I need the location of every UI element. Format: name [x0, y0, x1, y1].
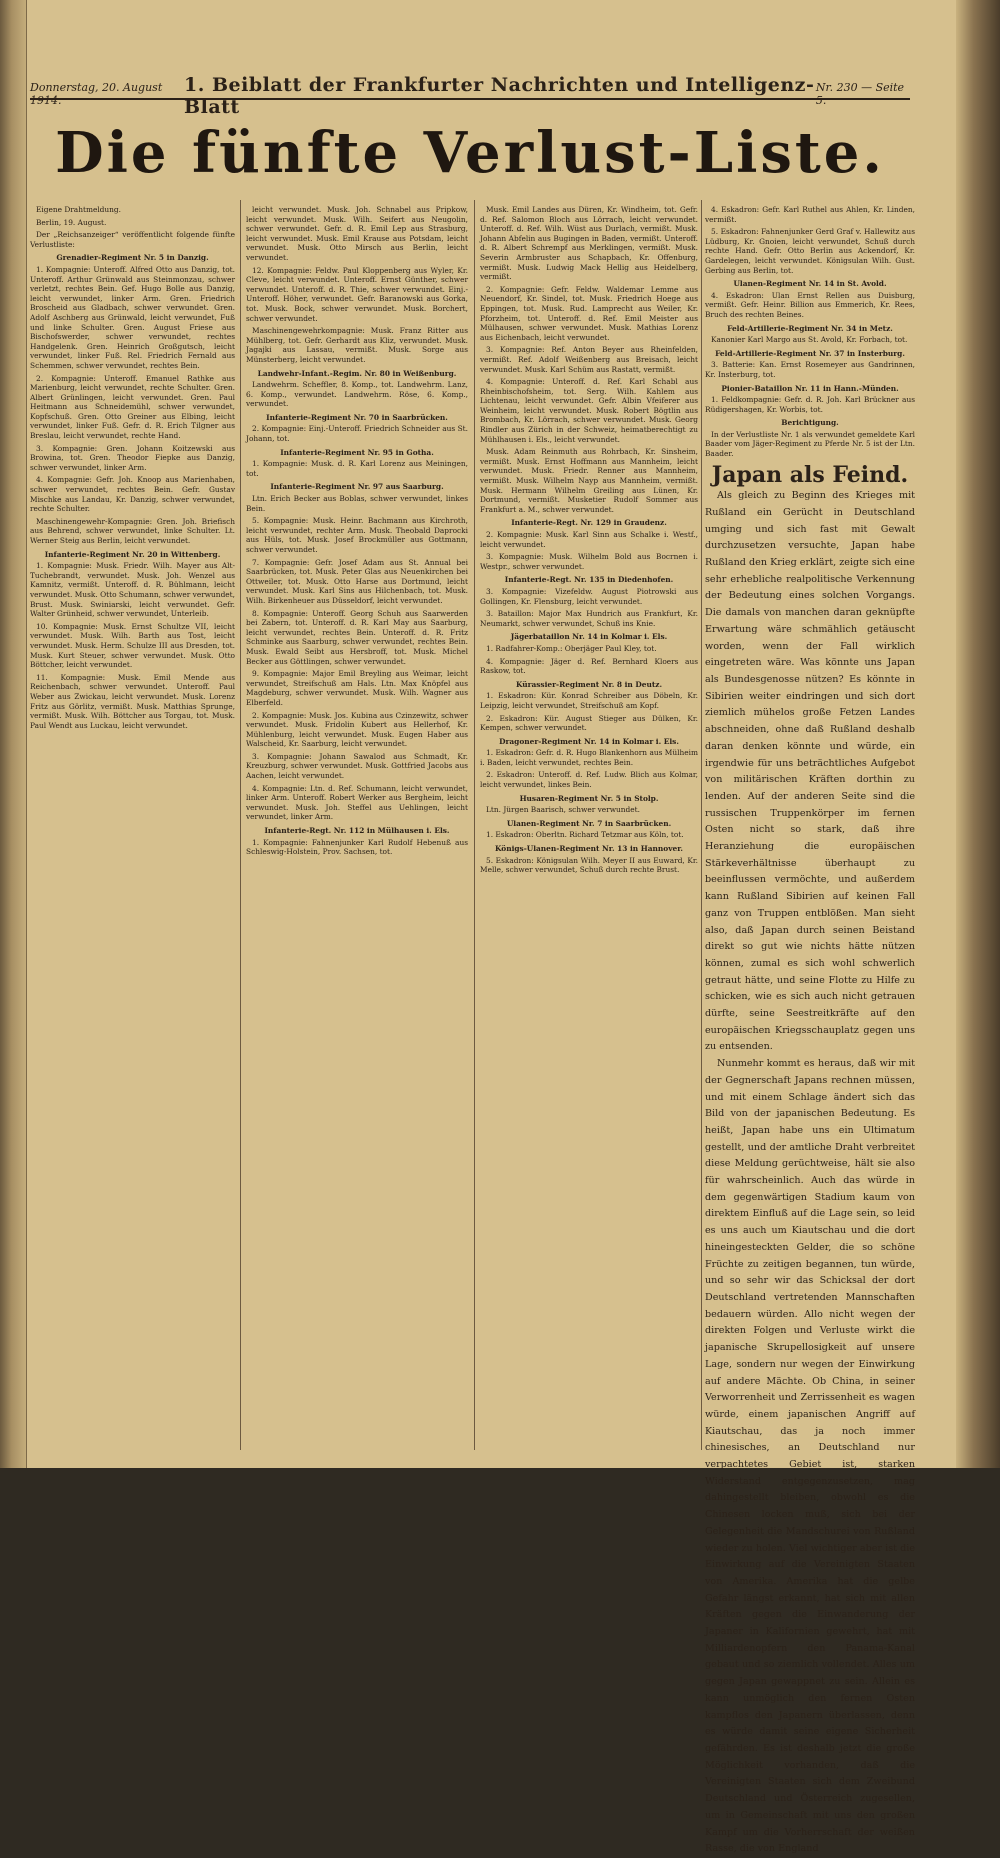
- casualty-entry: Musk. Emil Landes aus Düren, Kr. Windheim, tot. Gefr. d. Ref. Salomon Bloch aus Lörrach, leicht verwundet. Unteroff. d. Ref. Wilh. Wüst aus Durlach, vermißt. Musk. Johann Abfelin aus Bugingen in Baden, vermißt. Unteroff. d. R. Albert Schrempf aus Merklingen, vermißt. Musk. Severin Armbruster aus Schapbach, Kr. Offenburg, vermißt. Musk. Ludwig Mack Hellig aus Heidelberg, vermißt.: [480, 205, 698, 282]
- casualty-entry: Kanonier Karl Margo aus St. Avold, Kr. Forbach, tot.: [711, 335, 908, 345]
- unit-heading: Grenadier-Regiment Nr. 5 in Danzig.: [56, 253, 209, 263]
- casualty-entry: 4. Eskadron: Gefr. Karl Ruthel aus Ahlen, Kr. Linden, vermißt.: [705, 205, 915, 224]
- casualty-entry: 2. Kompagnie: Musk. Jos. Kubina aus Czinzewitz, schwer verwundet. Musk. Fridolin Kubert aus Hellerhof, Kr. Mühlenburg, leicht verwundet. Musk. Eugen Haber aus Walscheid, Kr. Saarburg, leicht verwundet.: [246, 710, 468, 749]
- unit-heading: Infanterie-Regt. Nr. 112 in Mülhausen i. Els.: [264, 826, 450, 836]
- casualty-entry: 4. Eskadron: Ulan Ernst Rellen aus Duisburg, vermißt. Gefr. Heinr. Billion aus Emmerich, Kr. Rees, Bruch des rechten Beines.: [705, 290, 915, 319]
- casualty-entry: Berlin, 19. August.: [36, 217, 107, 227]
- casualty-entry: 7. Kompagnie: Gefr. Josef Adam aus St. Annual bei Saarbrücken, tot. Musk. Peter Glas aus Neuenkirchen bei Ottweiler, tot. Musk. Otto Harse aus Dortmund, leicht verwundet. Musk. Karl Sins aus Hilchenbach, tot. Musk. Wilh. Birkenheuer aus Düsseldorf, leicht verwundet.: [246, 557, 468, 605]
- casualty-entry: leicht verwundet. Musk. Joh. Schnabel aus Pripkow, leicht verwundet. Musk. Wilh. Seifert aus Neugolin, schwer verwundet. Gefr. d. R. Emil Lep aus Strasburg, leicht verwundet. Musk. Emil Krause aus Potsdam, leicht verwundet. Musk. Otto Mirsch aus Berlin, leicht verwundet.: [246, 205, 468, 262]
- essay-paragraph: Nunmehr kommt es heraus, daß wir mit der Gegnerschaft Japans rechnen müssen, und mit einem Schlage ändert sich das Bild von der japanischen Bedeutung. Es heißt, Japan habe uns ein Ultimatum gestellt, und der amtliche Draht verbreitet diese Meldung gerüchtweise, hält sie also für wahrscheinlich. Auch das würde in dem gegenwärtigen Stadium kaum von direktem Einfluß auf die Lage sein, so leid es uns auch um Kiautschau und die dort hineingesteckten Gelder, die so schöne Früchte zu zeitigen begannen, tun würde, und so sehr wir das Schicksal der dort Deutschland vertretenden Mannschaften bedauern würden. Allo nicht wegen der direkten Folgen und Verluste wirkt die japanische Skrupellosigkeit auf unsere Lage, sondern nur wegen der Einwirkung auf andere Mächte. Ob China, in seiner Verworrenheit und Zerrissenheit es wagen würde, einem japanischen Angriff auf Kiautschau, das ja noch immer chinesisches, an Deutschland nur verpachtetes Gebiet ist, starken Widerstand entgegenzusetzen, mag dahingestellt bleiben, obwohl es die Chinesen locken muß, sich bei der Gelegenheit die Mandschurei von Rußland wieder zu holen. Viel wichtiger aber ist die Einwirkung auf die Vereinigten Staaten von Amerika. Amerika hat die gelbe Gefahr längst erkannt, hat sich mit allen Kräften gegen die Einwanderung der Japaner in Kalifornien gewehrt, hat mit Milliardenopfern den Panama-Kanal gebaut und so ziemlich vollendet. Alles um gegen Japan gewappnet zu sein. Allein es kann unmöglich den fernen Osten kampflos den Japanern überlassen, denn es würde damit seine eigene Sicherheit gefährden. Es ist deshalb jetzt die große Möglichkeit vorhanden, daß die Vereinigten Staaten sich dem Zweibund Deutschland und Österreich zugesellen, um in Gemeinschaft mit uns den großen Kampf um die Vorherrschaft der weißen Rasse, die von England: [705, 1058, 915, 1855]
- page-header: [30, 74, 910, 118]
- casualty-entry: 1. Radfahrer-Komp.: Oberjäger Paul Kley, tot.: [486, 643, 657, 653]
- casualty-entry: 9. Kompagnie: Major Emil Breyling aus Weimar, leicht verwundet, Streifschuß am Hals. Ltn. Max Knöpfel aus Magdeburg, schwer verwundet. Musk. Wilh. Wagner aus Elberfeld.: [246, 669, 468, 707]
- unit-heading: Husaren-Regiment Nr. 5 in Stolp.: [519, 793, 659, 803]
- casualty-entry: 1. Feldkompagnie: Gefr. d. R. Joh. Karl Brückner aus Rüdigershagen, Kr. Worbis, tot.: [705, 395, 915, 414]
- unit-heading: Landwehr-Infant.-Regim. Nr. 80 in Weißenburg.: [257, 368, 457, 378]
- casualty-entry: Landwehrm. Scheffler, 8. Komp., tot. Landwehrm. Lanz, 6. Komp., verwundet. Landwehrm. Röse, 6. Komp., verwundet.: [246, 380, 468, 409]
- casualty-entry: Musk. Adam Reinmuth aus Rohrbach, Kr. Sinsheim, vermißt. Musk. Ernst Hoffmann aus Mannheim, leicht verwundet. Musk. Friedr. Renner aus Mannheim, vermißt. Musk. Wilhelm Nayp aus Mannheim, vermißt. Musk. Hermann Wilhelm Greiling aus Lünen, Kr. Dortmund, vermißt. Musketier Rudolf Sommer aus Frankfurt a. M., schwer verwundet.: [480, 447, 698, 514]
- casualty-entry: 5. Kompagnie: Musk. Heinr. Bachmann aus Kirchroth, leicht verwundet, rechter Arm. Musk. Theobald Daprocki aus Hüls, tot. Musk. Josef Brockmüller aus Gottmann, schwer verwundet.: [246, 516, 468, 554]
- casualty-entry: 4. Kompagnie: Gefr. Joh. Knoop aus Marienhaben, schwer verwundet, rechtes Bein. Gefr. Gustav Mischke aus Landau, Kr. Danzig, schwer verwundet, rechte Schulter.: [30, 475, 235, 514]
- unit-heading: Dragoner-Regiment Nr. 14 in Kolmar i. Els.: [499, 736, 679, 746]
- casualty-entry: 3. Kompagnie: Vizefeldw. August Piotrowski aus Gollingen, Kr. Flensburg, leicht verwundet.: [480, 586, 698, 606]
- casualty-entry: Maschinengewehr-Kompagnie: Gren. Joh. Briefisch aus Behrend, schwer verwundet, linke Schulter. Lt. Werner Steig aus Berlin, leicht verwundet.: [30, 516, 235, 545]
- casualty-column-2: [246, 205, 468, 1445]
- casualty-entry: 1. Kompagnie: Unteroff. Alfred Otto aus Danzig, tot. Unteroff. Arthur Grünwald aus Steinmonzau, schwer verletzt, rechtes Bein. Gef. Hugo Bolle aus Danzig, leicht verwundet, linker Arm. Gren. Friedrich Broscheid aus Gladbach, schwer verwundet. Gren. Adolf Aschberg aus Grünwald, leicht verwundet, Fuß und linke Schulter. Gren. August Friese aus Bischofswerder, schwer verwundet, rechtes Handgelenk. Gren. Heinrich Großgutsch, leicht verwundet, linker Fuß. Rel. Friedrich Fernald aus Schemmen, schwer verwundet, rechtes Bein.: [30, 264, 235, 370]
- unit-heading: Feld-Artillerie-Regiment Nr. 37 in Insterburg.: [715, 348, 905, 358]
- casualty-entry: Ltn. Erich Becker aus Boblas, schwer verwundet, linkes Bein.: [246, 494, 468, 513]
- unit-heading: Ulanen-Regiment Nr. 7 in Saarbrücken.: [506, 818, 672, 828]
- casualty-entry: 10. Kompagnie: Musk. Ernst Schultze VII, leicht verwundet. Musk. Wilh. Barth aus Tost, leicht verwundet. Musk. Herm. Schulze III aus Dresden, tot. Musk. Kurt Steuer, schwer verwundet. Musk. Otto Böttcher, leicht verwundet.: [30, 621, 235, 670]
- essay-body: [705, 488, 915, 1858]
- casualty-entry: 3. Batterie: Kan. Ernst Rosemeyer aus Gandrinnen, Kr. Insterburg, tot.: [705, 360, 915, 379]
- unit-heading: Kürassier-Regiment Nr. 8 in Deutz.: [515, 679, 663, 689]
- header-page-number: Nr. 230 — Seite 5.: [815, 81, 905, 107]
- casualty-entry: 1. Kompagnie: Musk. d. R. Karl Lorenz aus Meiningen, tot.: [246, 459, 468, 478]
- casualty-entry: Maschinengewehrkompagnie: Musk. Franz Ritter aus Mühlberg, tot. Gefr. Gerhardt aus Kliz, verwundet. Musk. Jagajki aus Lassau, vermißt. Musk. Sorge aus Münsterberg, leicht verwundet.: [246, 326, 468, 364]
- casualty-entry: 5. Eskadron: Königsulan Wilh. Meyer II aus Euward, Kr. Melle, schwer verwundet, Schuß durch rechte Brust.: [480, 855, 698, 875]
- casualty-entry: 3. Kompagnie: Johann Sawalod aus Schmadt, Kr. Kreuzburg, schwer verwundet. Musk. Gottfried Jacobs aus Aachen, leicht verwundet.: [246, 751, 468, 781]
- unit-heading: Infanterie-Regiment Nr. 95 in Gotha.: [280, 447, 434, 457]
- casualty-entry: 3. Bataillon: Major Max Hundrich aus Frankfurt, Kr. Neumarkt, schwer verwundet, Schuß ins Knie.: [480, 609, 698, 628]
- casualty-entry: 5. Eskadron: Fahnenjunker Gerd Graf v. Hallewitz aus Lüdburg, Kr. Gnoien, leicht verwundet, Schuß durch rechte Hand. Gefr. Otto Berlin aus Ackendorf, Kr. Gardelegen, leicht verwundet. Königsulan Wilh. Gust. Gerbing aus Berlin, tot.: [705, 227, 915, 275]
- casualty-entry: Ltn. Jürgen Baarisch, schwer verwundet.: [486, 805, 640, 815]
- unit-heading: Infanterie-Regt. Nr. 135 in Diedenhofen.: [504, 575, 674, 585]
- header-title: 1. Beiblatt der Frankfurter Nachrichten und Intelligenz-Blatt: [184, 74, 815, 118]
- casualty-column-4: [705, 205, 915, 1855]
- casualty-entry: 1. Eskadron: Oberltn. Richard Tetzmar aus Köln, tot.: [486, 830, 684, 840]
- casualty-column-3: [480, 205, 698, 1445]
- casualty-entry: 1. Eskadron: Gefr. d. R. Hugo Blankenhorn aus Mülheim i. Baden, leicht verwundet, rechtes Bein.: [480, 748, 698, 767]
- unit-heading: Infanterie-Regt. Nr. 129 in Graudenz.: [511, 518, 667, 528]
- casualty-entry: 2. Eskadron: Unteroff. d. Ref. Ludw. Blich aus Kolmar, leicht verwundet, linkes Bein.: [480, 770, 698, 790]
- unit-heading: Feld-Artillerie-Regiment Nr. 34 in Metz.: [727, 323, 893, 333]
- casualty-entry: In der Verlustliste Nr. 1 als verwundet gemeldete Karl Baader vom Jäger-Regiment zu Pferde Nr. 5 ist der Ltn. Baader.: [705, 429, 915, 459]
- casualty-entry: 1. Eskadron: Kür. Konrad Schreiber aus Döbeln, Kr. Leipzig, leicht verwundet, Streifschuß am Kopf.: [480, 691, 698, 710]
- essay-title: Japan als Feind.: [711, 461, 909, 488]
- casualty-entry: 1. Kompagnie: Musk. Friedr. Wilh. Mayer aus Alt-Tuchebrandt, verwundet. Musk. Joh. Wenzel aus Kamnitz, vermißt. Unteroff. d. R. Bühlmann, leicht verwundet. Musk. Otto Schumann, schwer verwundet, Brust. Musk. Swiniarski, leicht verwundet. Gefr. Walter Grünheid, schwer verwundet, Unterleib.: [30, 561, 235, 619]
- casualty-entry: 3. Kompagnie: Gren. Johann Koitzewski aus Browina, tot. Gren. Theodor Fiepke aus Danzig, schwer verwundet, linker Arm.: [30, 443, 235, 472]
- casualty-entry: 11. Kompagnie: Musk. Emil Mende aus Reichenbach, schwer verwundet. Unteroff. Paul Weber aus Zwickau, leicht verwundet. Musk. Lorenz Fritz aus Görlitz, vermißt. Musk. Matthias Sprunge, vermißt. Musk. Wilh. Böttcher aus Torgau, tot. Musk. Paul Wendt aus Luckau, leicht verwundet.: [30, 672, 235, 730]
- page-headline: Die fünfte Verlust-Liste.: [55, 120, 885, 186]
- casualty-entry: Eigene Drahtmeldung.: [36, 205, 122, 214]
- unit-heading: Infanterie-Regiment Nr. 70 in Saarbrücken.: [266, 412, 448, 422]
- adjacent-page-edge: [0, 0, 27, 1468]
- casualty-entry: 4. Kompagnie: Unteroff. d. Ref. Karl Schabl aus Rheinbischofsheim, tot. Serg. Wilh. Kahlem aus Lichtenau, leicht verwundet. Gefr. Albin Vfeiferer aus Weinheim, leicht verwundet. Musk. Robert Bögtlin aus Brombach, Kr. Lörrach, schwer verwundet. Musk. Georg Rindler aus Zürich in der Schweiz, heimatberechtigt zu Mühlhausen i. Els., leicht verwundet.: [480, 377, 698, 444]
- casualty-entry: 4. Kompagnie: Jäger d. Ref. Bernhard Kloers aus Raskow, tot.: [480, 656, 698, 676]
- casualty-entry: 8. Kompagnie: Unteroff. Georg Schuh aus Saarwerden bei Zabern, tot. Unteroff. d. R. Karl May aus Saarburg, leicht verwundet, rechtes Bein. Unteroff. d. R. Fritz Schminke aus Saarburg, schwer verwundet, rechtes Bein. Musk. Ewald Seibt aus Hersbroff, tot. Musk. Michel Becker aus Göttlingen, schwer verwundet.: [246, 608, 468, 666]
- casualty-entry: 1. Kompagnie: Fahnenjunker Karl Rudolf Hebenuß aus Schleswig-Holstein, Prov. Sachsen, tot.: [246, 837, 468, 857]
- unit-heading: Berichtigung.: [781, 418, 839, 428]
- unit-heading: Ulanen-Regiment Nr. 14 in St. Avold.: [733, 279, 887, 289]
- casualty-entry: 2. Kompagnie: Einj.-Unteroff. Friedrich Schneider aus St. Johann, tot.: [246, 424, 468, 444]
- casualty-entry: 2. Kompagnie: Gefr. Feldw. Waldemar Lemme aus Neuendorf, Kr. Sindel, tot. Musk. Friedrich Hoege aus Eppingen, tot. Musk. Rud. Lamprecht aus Weiler, Kr. Pforzheim, tot. Unteroff. d. Ref. Emil Meister aus Mülhausen, schwer verwundet. Musk. Mathias Lorenz aus Eichenbach, leicht verwundet.: [480, 284, 698, 342]
- casualty-entry: 2. Kompagnie: Musk. Karl Sinn aus Schalke i. Westf., leicht verwundet.: [480, 530, 698, 549]
- casualty-entry: Der „Reichsanzeiger“ veröffentlicht folgende fünfte Verlustliste:: [30, 230, 235, 249]
- column-rule: [474, 200, 475, 1450]
- unit-heading: Infanterie-Regiment Nr. 97 aus Saarburg.: [270, 482, 444, 492]
- unit-heading: Königs-Ulanen-Regiment Nr. 13 in Hannover.: [495, 844, 683, 854]
- casualty-list-continuation: [705, 205, 915, 459]
- book-spine-edge: [956, 0, 1000, 1468]
- column-rule: [240, 200, 241, 1450]
- unit-heading: Pionier-Bataillon Nr. 11 in Hann.-Münden.: [721, 383, 899, 393]
- casualty-entry: 3. Kompagnie: Ref. Anton Beyer aus Rheinfelden, vermißt. Ref. Adolf Weißenberg aus Breisach, leicht verwundet. Musk. Karl Schüm aus Rastatt, vermißt.: [480, 345, 698, 374]
- casualty-entry: 2. Eskadron: Kür. August Stieger aus Dülken, Kr. Kempen, schwer verwundet.: [480, 713, 698, 733]
- header-date: Donnerstag, 20. August 1914.: [30, 81, 163, 107]
- unit-heading: Jägerbataillon Nr. 14 in Kolmar i. Els.: [510, 632, 668, 642]
- column-rule: [701, 200, 702, 1450]
- casualty-entry: 3. Kompagnie: Musk. Wilhelm Bold aus Bocrnen i. Westpr., schwer verwundet.: [480, 552, 698, 571]
- essay-paragraph: Als gleich zu Beginn des Krieges mit Rußland ein Gerücht in Deutschland umging und sich fast mit Gewalt durchzusetzen versuchte, Japan habe Rußland den Krieg erklärt, zeigte sich eine sehr erhebliche realpolitische Verkennung der Bedeutung eines solchen Vorgangs. Die damals von manchen daran geknüpfte Erwartung wäre schmählich getäuscht worden, wenn der Fall wirklich eingetreten wäre. Was könnte uns Japan als Bundesgenosse nützen? Es könnte in Sibirien weiter eindringen und sich dort ziemlich mühelos große Fetzen Landes abschneiden, ohne daß Rußland deshalb daran denken könnte und würde, ein irgendwie für uns beträchtliches Aufgebot von militärischen Kräften dorthin zu lenden. Auf der anderen Seite sind die russischen Truppenkörper im fernen Osten nicht so stark, daß ihre Heranziehung die europäischen Stärkeverhältnisse überhaupt zu beeinflussen vermöchte, und außerdem kann Rußland Sibirien auf keinen Fall ganz von Truppen entblößen. Man sieht also, daß Japan durch seinen Beistand direkt so gut wie nichts hätte nützen können, zumal es sich wohl schwerlich getraut hätte, und seine Flotte zu Hilfe zu schicken, wie es sich auch nicht getrauen dürfte, seine Seestreitkräfte auf den europäischen Kriegsschauplatz gegen uns zu entsenden.: [705, 490, 915, 1053]
- unit-heading: Infanterie-Regiment Nr. 20 in Wittenberg.: [44, 549, 221, 559]
- casualty-entry: 2. Kompagnie: Unteroff. Emanuel Rathke aus Marienburg, leicht verwundet, rechte Schulter. Gren. Albert Grünlingen, leicht verwundet. Gren. Paul Heitmann aus Schneidemühl, schwer verwundet, Kopfschuß. Gren. Otto Greiner aus Elbing, leicht verwundet, linker Fuß. Gefr. d. R. Erich Tilgner aus Breslau, leicht verwundet, rechte Hand.: [30, 373, 235, 441]
- casualty-column-1: [30, 205, 235, 1445]
- casualty-entry: 12. Kompagnie: Feldw. Paul Kloppenberg aus Wyler, Kr. Cleve, leicht verwundet. Unteroff. Ernst Günther, schwer verwundet. Unteroff. d. R. Thie, schwer verwundet. Einj.-Unteroff. Höher, verwundet. Gefr. Baranowski aus Gorka, tot. Musk. Bock, schwer verwundet. Musk. Borchert, schwer verwundet.: [246, 265, 468, 323]
- casualty-entry: 4. Kompagnie: Ltn. d. Ref. Schumann, leicht verwundet, linker Arm. Unteroff. Robert Werker aus Bergheim, leicht verwundet. Musk. Joh. Steffel aus Uehlingen, leicht verwundet, linker Arm.: [246, 783, 468, 822]
